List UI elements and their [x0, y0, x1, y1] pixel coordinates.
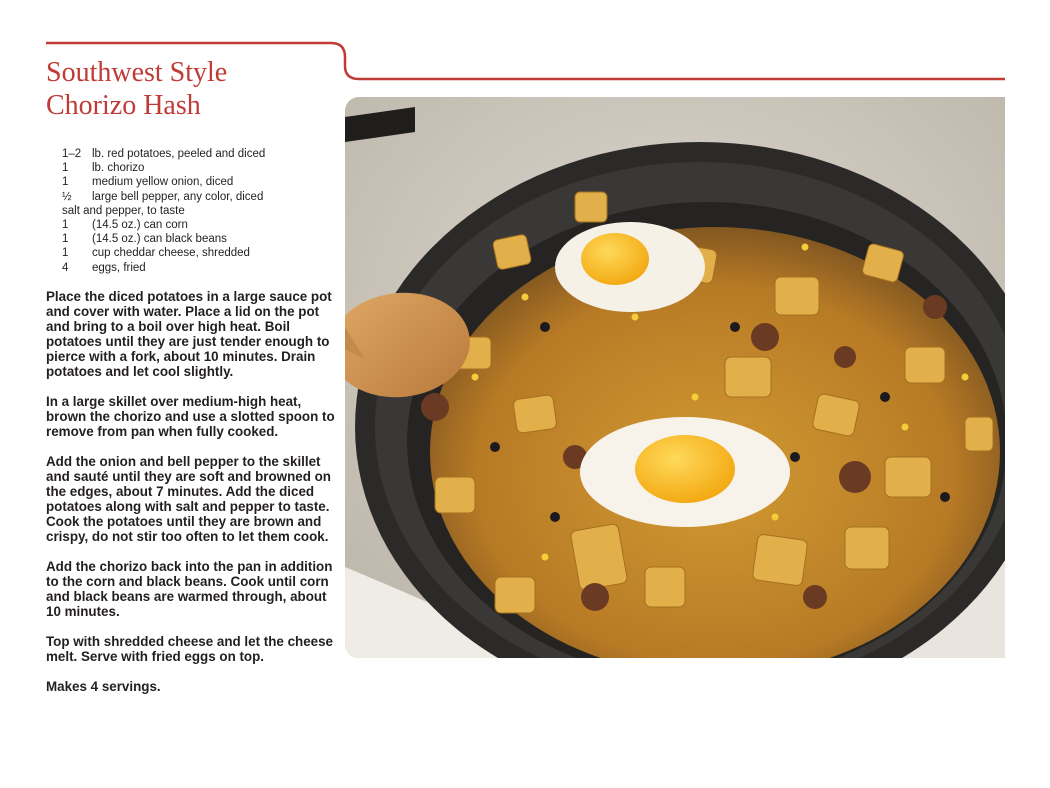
ingredient-list: [62, 147, 265, 275]
ingredient-text: lb. red potatoes, peeled and diced: [92, 148, 266, 160]
instruction-step: In a large skillet over medium-high heat, brown the chorizo and use a slotted spoon to remove from pan when fully cooked.: [46, 394, 335, 439]
instruction-step: Add the chorizo back into the pan in addition to the corn and black beans. Cook until corn and black beans are warmed through, about 10 minutes.: [46, 559, 333, 619]
ingredient-text: medium yellow onion, diced: [92, 176, 234, 189]
ingredient-text: (14.5 oz.) can black beans: [92, 233, 227, 246]
ingredient-item: [62, 261, 265, 275]
ingredient-text: lb. chorizo: [92, 162, 145, 175]
recipe-title-line1: Southwest Style: [46, 57, 228, 88]
recipe-photo: [345, 97, 1005, 658]
ingredient-item: [62, 175, 265, 189]
skillet-illustration: [345, 97, 1005, 658]
ingredient-text: eggs, fried: [92, 261, 146, 274]
ingredient-item: [62, 161, 265, 175]
instruction-step: Place the diced potatoes in a large sauce pot and cover with water. Place a lid on the pot and bring to a boil over high heat. Boil potatoes until they are just tender enough to pierce with a fork, about 10 minutes. Drain potatoes and let cool slightly.: [46, 289, 332, 379]
ingredient-item: [62, 232, 265, 246]
ingredient-item: [62, 204, 265, 218]
ingredient-qty: 4: [62, 261, 69, 274]
ingredient-text: salt and pepper, to taste: [62, 204, 185, 217]
instruction-step: Add the onion and bell pepper to the skillet and sauté until they are soft and browned on the edges, about 7 minutes. Add the diced potatoes along with salt and pepper to taste. Cook the potatoes until they are brown and crispy, do not stir too often to let them cook.: [46, 454, 331, 544]
ingredient-qty: 1: [62, 247, 69, 260]
ingredient-text: cup cheddar cheese, shredded: [92, 247, 250, 260]
instruction-step: Top with shredded cheese and let the cheese melt. Serve with fried eggs on top.: [46, 634, 333, 664]
ingredient-item: [62, 246, 265, 260]
ingredient-item: [62, 218, 265, 232]
ingredient-qty: 1: [62, 162, 69, 175]
ingredient-item: [62, 190, 265, 204]
ingredient-qty: 1: [62, 233, 69, 246]
ingredient-qty: 1: [62, 176, 69, 189]
instructions: [46, 289, 338, 709]
ingredient-item: [62, 147, 265, 161]
ingredient-qty: 1: [62, 219, 69, 232]
ingredient-qty: 1–2: [62, 148, 82, 160]
servings-note: Makes 4 servings.: [46, 679, 161, 694]
recipe-title-line2: Chorizo Hash: [46, 90, 201, 121]
ingredient-text: (14.5 oz.) can corn: [92, 219, 188, 232]
ingredient-qty: ½: [62, 190, 72, 203]
ingredient-text: large bell pepper, any color, diced: [92, 190, 264, 203]
recipe-title: [46, 56, 227, 122]
